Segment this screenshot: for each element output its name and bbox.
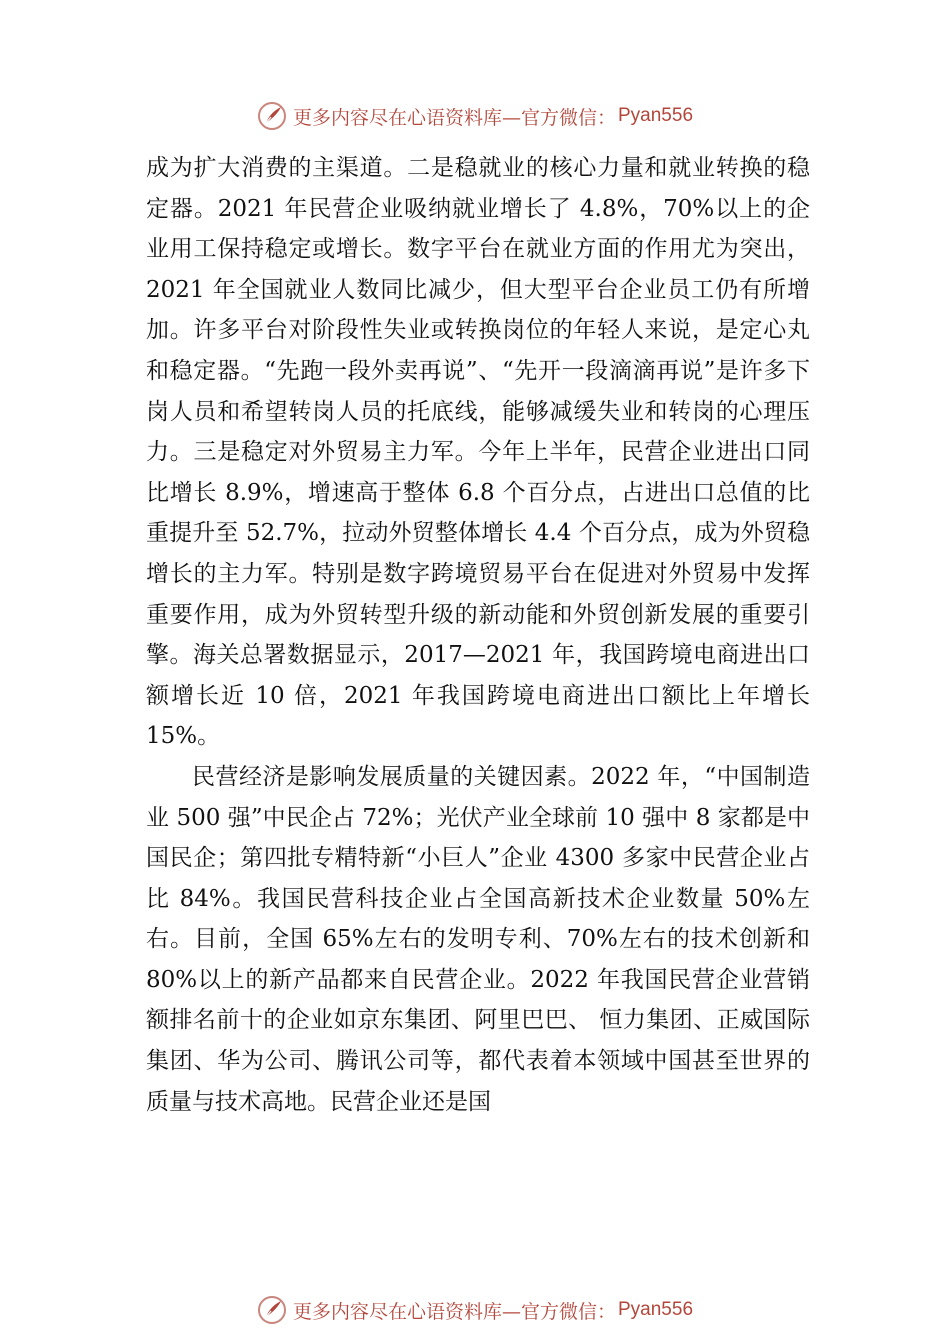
quill-logo-icon bbox=[257, 1295, 287, 1325]
document-body bbox=[146, 148, 810, 1122]
quill-logo-icon bbox=[257, 101, 287, 131]
footer-watermark-banner bbox=[0, 1290, 950, 1330]
header-watermark-banner bbox=[0, 96, 950, 136]
paragraph-2: 民营经济是影响发展质量的关键因素。2022 年，“中国制造业 500 强”中民企占 72%；光伏产业全球前 10 强中 8 家都是中国民企；第四批专精特新“小巨人”企业 4300 多家中民营企业占比 84%。我国民营科技企业占全国高新技术企业数量 50%左右。目前，全国 65%左右的发明专利、70%左右的技术创新和 80%以上的新产品都来自民营企业。2022 年我国民营企业营销额排名前十的企业如京东集团、阿里巴巴、 恒力集团、正威国际集团、华为公司、腾讯公司等，都代表着本领域中国甚至世界的质量与技术高地。民营企业还是国 bbox=[146, 763, 810, 1115]
header-watermark-text: 更多内容尽在心语资料库—官方微信： bbox=[292, 106, 616, 129]
footer-wechat-id: Pyan556 bbox=[618, 1299, 694, 1320]
footer-watermark-text: 更多内容尽在心语资料库—官方微信： bbox=[292, 1300, 616, 1323]
paragraph-1: 成为扩大消费的主渠道。二是稳就业的核心力量和就业转换的稳定器。2021 年民营企业吸纳就业增长了 4.8%，70%以上的企业用工保持稳定或增长。数字平台在就业方面的作用尤为突出，2021 年全国就业人数同比减少，但大型平台企业员工仍有所增加。许多平台对阶段性失业或转换岗位的年轻人来说，是定心丸和稳定器。“先跑一段外卖再说”、“先开一段滴滴再说”是许多下岗人员和希望转岗人员的托底线，能够减缓失业和转岗的心理压力。三是稳定对外贸易主力军。今年上半年，民营企业进出口同比增长 8.9%，增速高于整体 6.8 个百分点，占进出口总值的比重提升至 52.7%，拉动外贸整体增长 4.4 个百分点，成为外贸稳增长的主力军。特别是数字跨境贸易平台在促进对外贸易中发挥重要作用，成为外贸转型升级的新动能和外贸创新发展的重要引擎。海关总署数据显示，2017—2021 年，我国跨境电商进出口额增长近 10 倍，2021 年我国跨境电商进出口额比上年增长 15%。 bbox=[146, 155, 810, 750]
header-wechat-id: Pyan556 bbox=[618, 105, 694, 126]
